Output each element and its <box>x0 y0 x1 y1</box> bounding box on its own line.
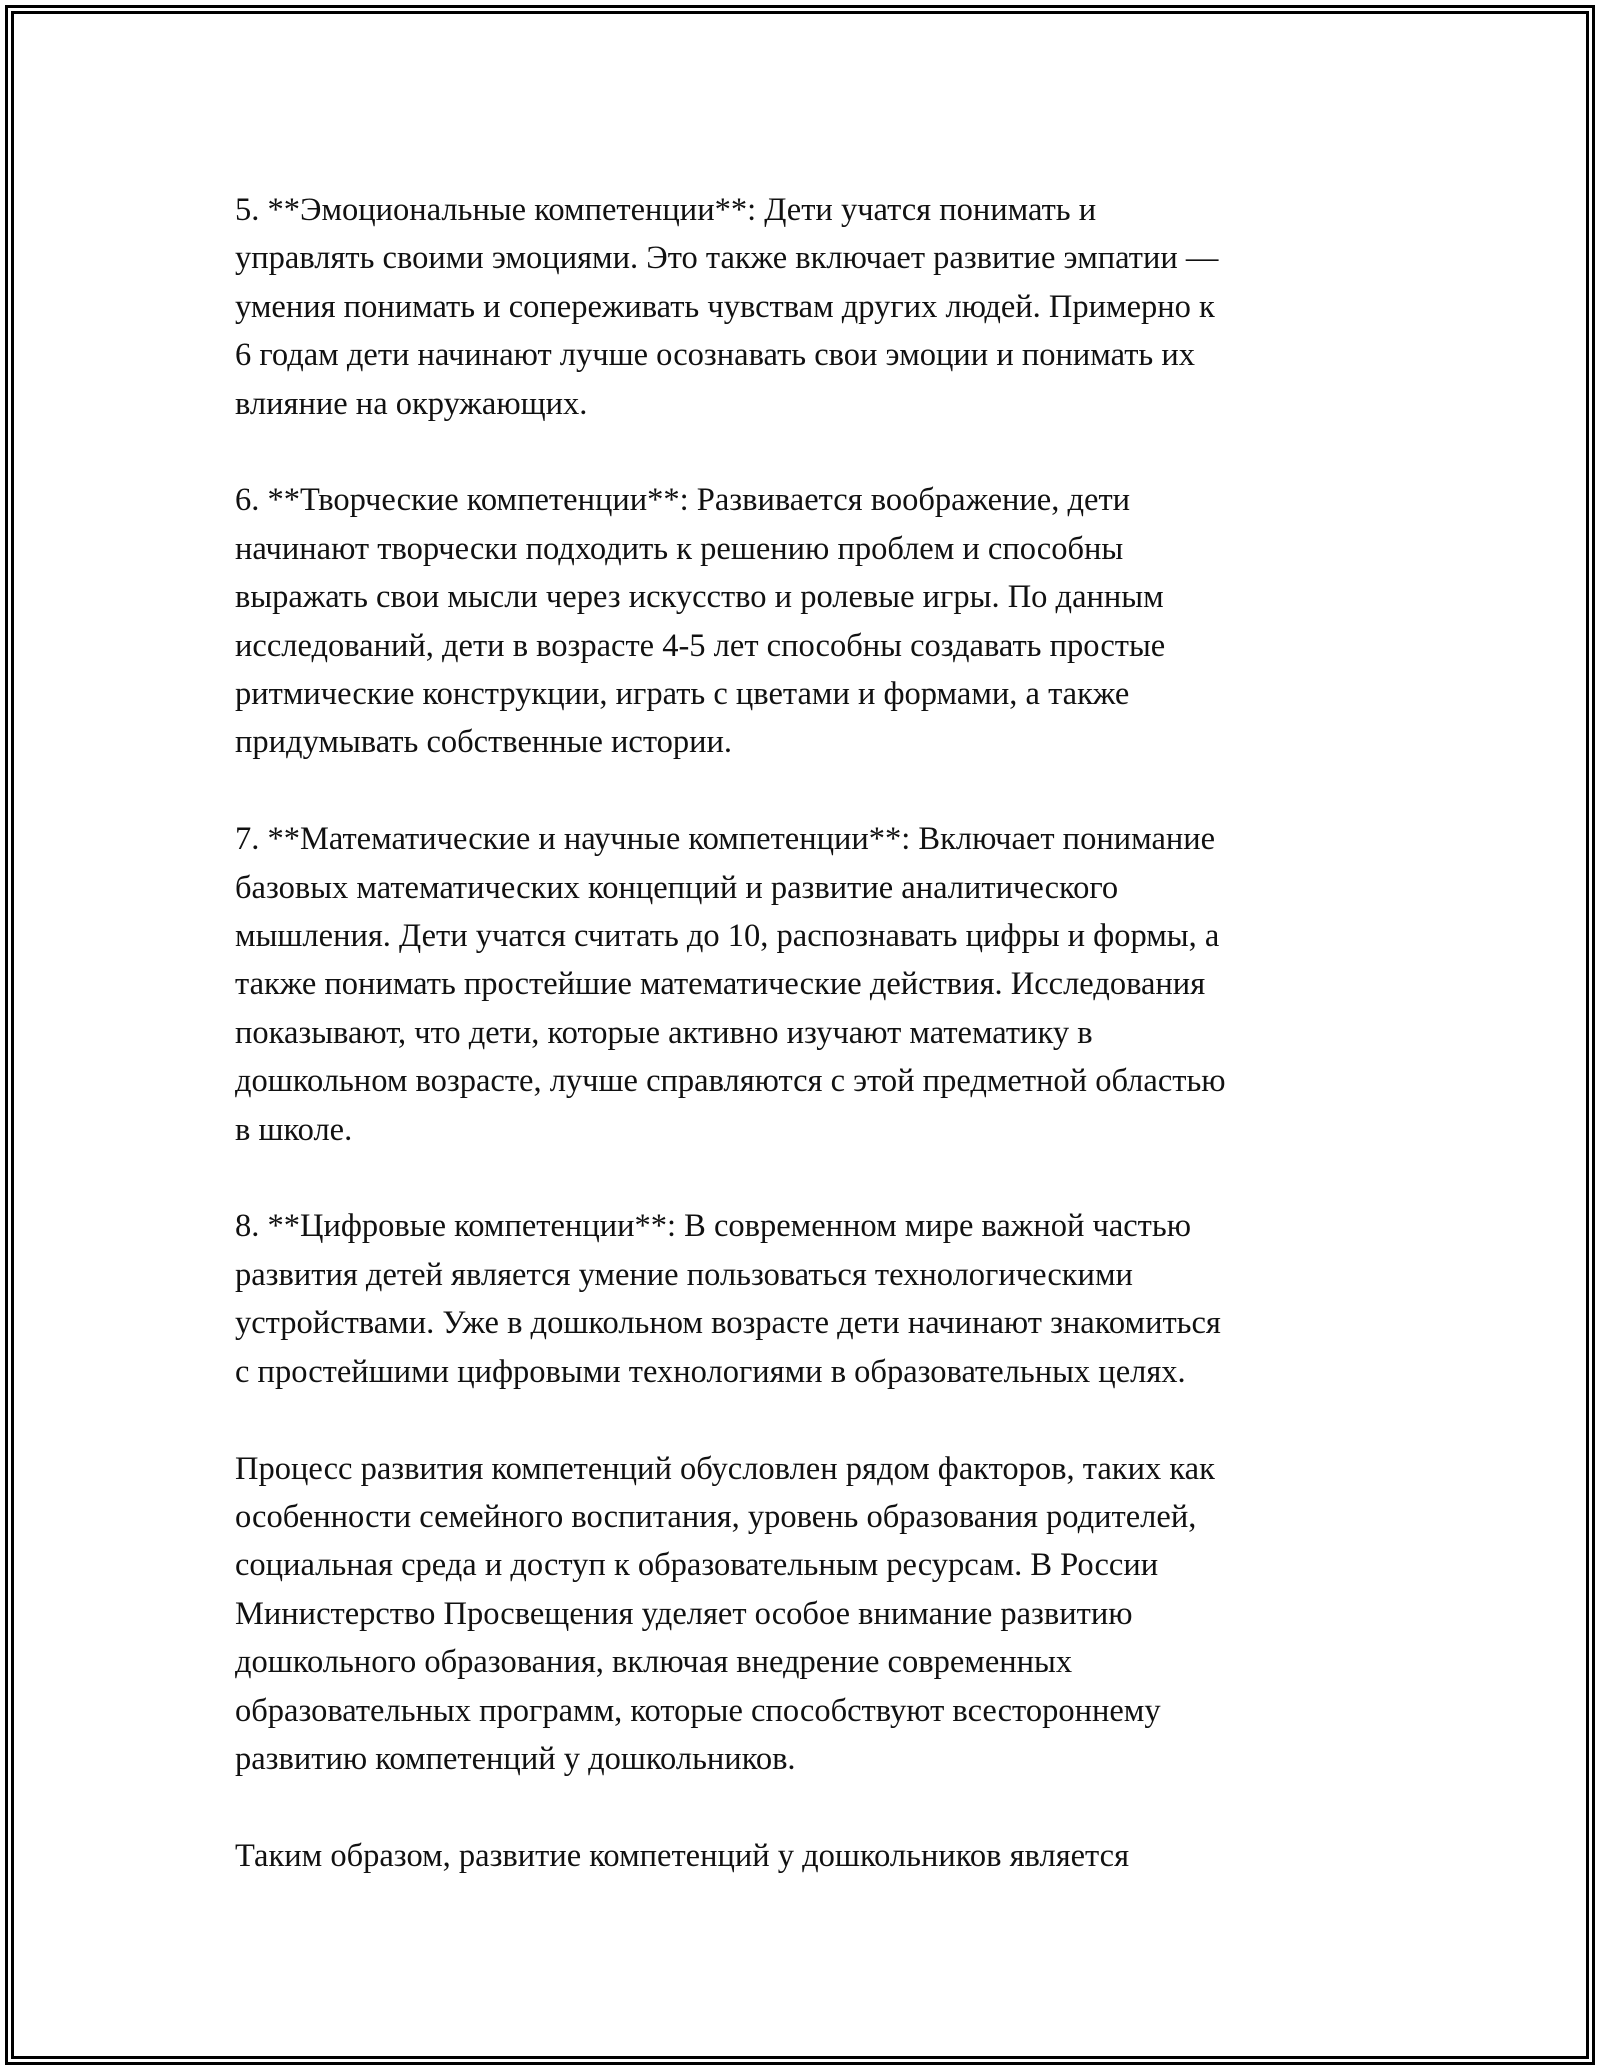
text-line: 6 годам дети начинают лучше осознавать свои эмоции и понимать их <box>235 337 1195 374</box>
text-line: 7. **Математические и научные компетенции**: Включает понимание <box>235 821 1216 858</box>
text-line: показывают, что дети, которые активно изучают математику в <box>235 1014 1093 1051</box>
paragraph-emotional-competencies <box>235 186 1375 428</box>
text-line: дошкольного образования, включая внедрение современных <box>235 1644 1073 1681</box>
text-line: начинают творчески подходить к решению проблем и способны <box>235 530 1124 567</box>
text-line: 5. **Эмоциональные компетенции**: Дети учатся понимать и <box>235 192 1097 228</box>
text-line: умения понимать и сопереживать чувствам других людей. Примерно к <box>235 288 1215 325</box>
text-line: дошкольном возрасте, лучше справляются с этой предметной областью <box>235 1063 1226 1100</box>
document-body <box>235 186 1375 1929</box>
text-line: развитию компетенций у дошкольников. <box>235 1740 796 1777</box>
text-line: мышления. Дети учатся считать до 10, распознавать цифры и формы, а <box>235 918 1220 955</box>
text-line: особенности семейного воспитания, уровень образования родителей, <box>235 1498 1197 1535</box>
paragraph-development-factors <box>235 1445 1375 1784</box>
text-line: в школе. <box>235 1111 353 1148</box>
paragraph-creative-competencies <box>235 476 1375 766</box>
text-line: Министерство Просвещения уделяет особое внимание развитию <box>235 1595 1133 1632</box>
paragraph-math-science-competencies <box>235 815 1375 1154</box>
text-line: Процесс развития компетенций обусловлен рядом факторов, таких как <box>235 1450 1215 1487</box>
text-line: с простейшими цифровыми технологиями в образовательных целях. <box>235 1353 1186 1390</box>
paragraph-digital-competencies <box>235 1202 1375 1396</box>
text-line: образовательных программ, которые способствуют всестороннему <box>235 1692 1161 1729</box>
text-line: Таким образом, развитие компетенций у дошкольников является <box>235 1837 1130 1874</box>
text-line: исследований, дети в возрасте 4-5 лет способны создавать простые <box>235 627 1166 664</box>
text-line: управлять своими эмоциями. Это также включает развитие эмпатии — <box>235 240 1219 277</box>
text-line: также понимать простейшие математические действия. Исследования <box>235 966 1206 1003</box>
text-line: устройствами. Уже в дошкольном возрасте дети начинают знакомиться <box>235 1305 1221 1342</box>
text-line: 8. **Цифровые компетенции**: В современном мире важной частью <box>235 1208 1191 1245</box>
text-line: 6. **Творческие компетенции**: Развивается воображение, дети <box>235 482 1131 519</box>
text-line: социальная среда и доступ к образовательным ресурсам. В России <box>235 1547 1159 1584</box>
text-line: базовых математических концепций и развитие аналитического <box>235 869 1119 906</box>
text-line: влияние на окружающих. <box>235 385 588 422</box>
paragraph-conclusion <box>235 1832 1375 1880</box>
text-line: выражать свои мысли через искусство и ролевые игры. По данным <box>235 579 1164 616</box>
text-line: развития детей является умение пользоваться технологическими <box>235 1256 1133 1293</box>
text-line: ритмические конструкции, играть с цветами и формами, а также <box>235 676 1130 713</box>
text-line: придумывать собственные истории. <box>235 724 733 761</box>
